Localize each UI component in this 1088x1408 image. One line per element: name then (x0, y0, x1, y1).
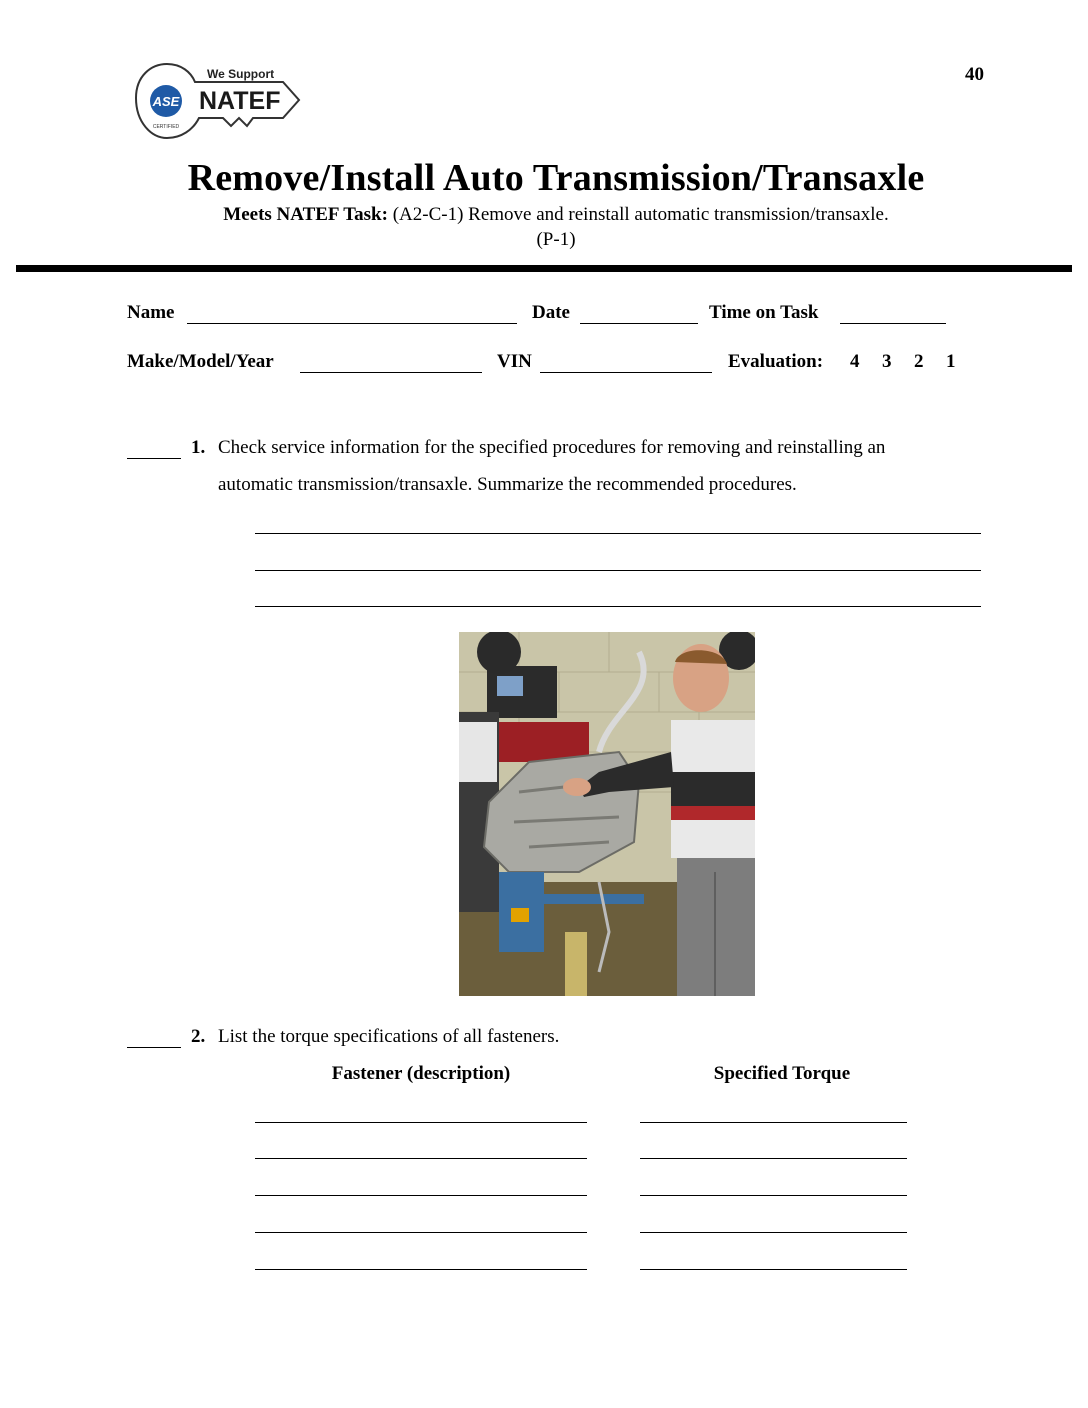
q1-text-line2: automatic transmission/transaxle. Summarize the recommended procedures. (218, 474, 797, 495)
torque-line[interactable] (640, 1122, 907, 1123)
name-field[interactable] (187, 323, 517, 324)
q2-text: List the torque specifications of all fasteners. (218, 1026, 560, 1047)
evaluation-label: Evaluation: (728, 351, 824, 372)
score-1[interactable]: 1 (946, 351, 956, 372)
natef-logo (133, 62, 303, 140)
logo-badge: ASE (152, 94, 180, 109)
page-title: Remove/Install Auto Transmission/Transaxle (187, 157, 925, 199)
q1-text-line1: Check service information for the specified procedures for removing and reinstalling an (218, 437, 886, 458)
fastener-line[interactable] (255, 1269, 587, 1270)
logo-badge-small: CERTIFIED (152, 124, 180, 130)
q2-check-blank[interactable] (127, 1047, 181, 1048)
logo-brand: NATEF (199, 87, 281, 115)
transmission-removal-photo (459, 632, 755, 996)
fastener-line[interactable] (255, 1158, 587, 1159)
date-label: Date (532, 302, 570, 323)
fastener-line[interactable] (255, 1195, 587, 1196)
fastener-line[interactable] (255, 1122, 587, 1123)
torque-column-header: Specified Torque (713, 1063, 851, 1084)
q1-check-blank[interactable] (127, 458, 181, 459)
q1-answer-line[interactable] (255, 606, 981, 607)
task-text: (A2-C-1) Remove and reinstall automatic transmission/transaxle. (387, 204, 889, 225)
vin-label: VIN (497, 351, 532, 372)
q1-number: 1. (191, 437, 206, 458)
score-4[interactable]: 4 (850, 351, 860, 372)
task-label: Meets NATEF Task: (223, 204, 388, 225)
q2-number: 2. (191, 1026, 206, 1047)
score-2[interactable]: 2 (914, 351, 924, 372)
task-priority: (P-1) (536, 229, 576, 250)
torque-line[interactable] (640, 1269, 907, 1270)
score-3[interactable]: 3 (882, 351, 892, 372)
make-model-year-field[interactable] (300, 372, 482, 373)
make-model-year-label: Make/Model/Year (127, 351, 274, 372)
vin-field[interactable] (540, 372, 712, 373)
q1-answer-line[interactable] (255, 570, 981, 571)
name-label: Name (127, 302, 175, 323)
date-field[interactable] (580, 323, 698, 324)
task-reference (0, 204, 1088, 226)
header-divider (16, 265, 1072, 272)
torque-line[interactable] (640, 1158, 907, 1159)
q1-answer-line[interactable] (255, 533, 981, 534)
fastener-column-header: Fastener (description) (331, 1063, 511, 1084)
torque-line[interactable] (640, 1232, 907, 1233)
page-number: 40 (965, 64, 984, 85)
time-on-task-field[interactable] (840, 323, 946, 324)
logo-support-text: We Support (207, 67, 275, 81)
torque-line[interactable] (640, 1195, 907, 1196)
fastener-line[interactable] (255, 1232, 587, 1233)
time-on-task-label: Time on Task (709, 302, 819, 323)
